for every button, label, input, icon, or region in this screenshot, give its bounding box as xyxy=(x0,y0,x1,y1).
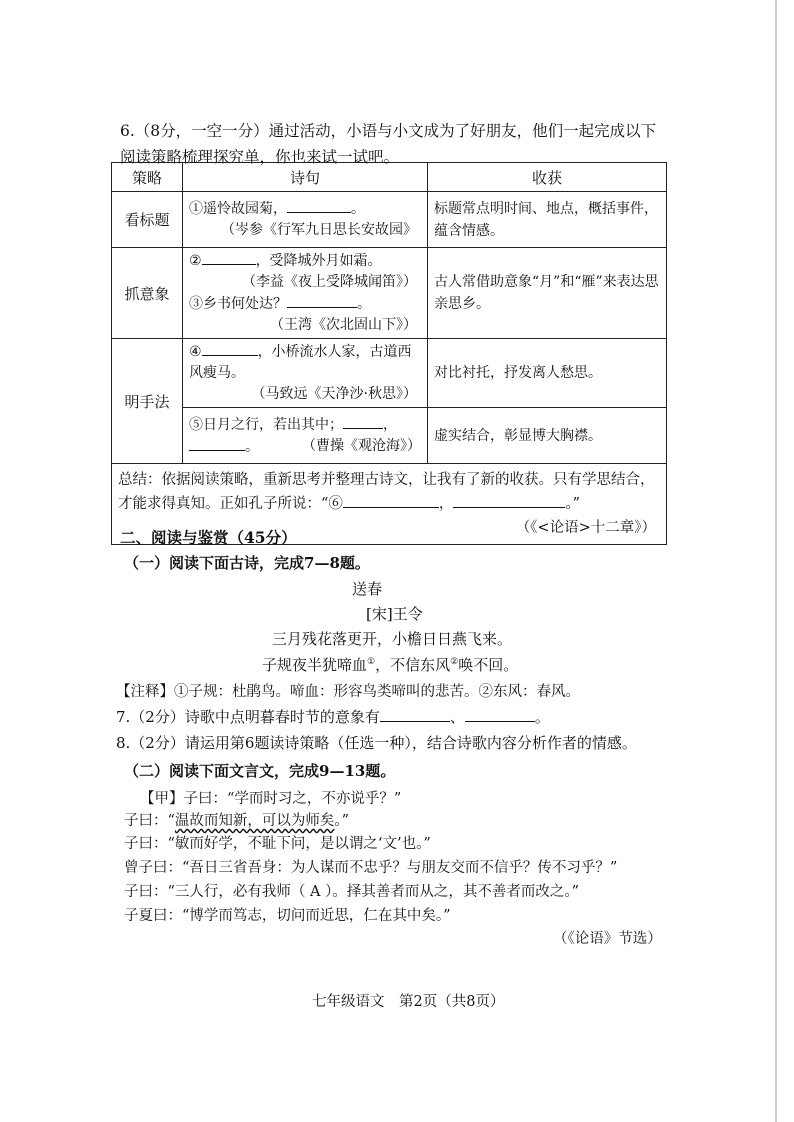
classical-source: （《论语》节选） xyxy=(553,931,662,947)
table-row xyxy=(112,192,667,248)
poem-source: （岑参《行军九日思长安故园》 xyxy=(221,222,417,238)
poem-line: ⑤日月之行，若出其中； xyxy=(189,416,343,433)
poem-source: （曹操《观沧海》） xyxy=(302,437,421,454)
section-2-title: 二、阅读与鉴赏（45分） xyxy=(120,528,297,547)
poem-line: ② xyxy=(189,253,202,269)
poem-author: [宋]王令 xyxy=(366,605,423,623)
question-7-text: 7.（2分）诗歌中点明暮春时节的意象有 xyxy=(116,708,380,726)
page-footer: 七年级语文 第2页（共8页） xyxy=(312,994,505,1010)
answer-blank[interactable] xyxy=(343,493,439,508)
harvest-cell: 古人常借助意象“月”和“雁”来表达思亲思乡。 xyxy=(428,248,667,339)
table-row xyxy=(112,339,667,408)
table-header-row xyxy=(112,163,667,192)
poem-line-end: 。 xyxy=(351,201,365,217)
poem-line: ④ xyxy=(189,344,202,360)
strategy-cell: 抓意象 xyxy=(112,248,183,339)
answer-blank[interactable] xyxy=(343,414,383,429)
poem-title: 送春 xyxy=(352,580,383,598)
poem-comma: ， xyxy=(383,416,397,433)
poem-line-end: ，受降城外月如霜。 xyxy=(255,253,382,269)
poem-cell xyxy=(183,339,428,408)
answer-blank[interactable] xyxy=(287,198,351,213)
classical-line-3: 子曰：“敏而好学，不耻下问，是以谓之‘文’也。” xyxy=(124,836,431,852)
poem-source: （王湾《次北固山下》） xyxy=(270,317,417,333)
poem-line-2c: 唤不回。 xyxy=(458,656,519,674)
question-7 xyxy=(116,706,550,727)
table-row xyxy=(112,248,667,339)
poem-line-2a: 子规夜半犹啼血 xyxy=(262,656,368,674)
page-edge-line xyxy=(775,0,777,1122)
strategy-cell: 明手法 xyxy=(112,339,183,464)
poem-line: ③乡书何处达？ xyxy=(189,296,287,312)
classical-line-4: 曾子曰：“吾日三省吾身：为人谋而不忠乎？与朋友交而不信乎？传不习乎？” xyxy=(124,860,618,876)
poem-cell xyxy=(183,192,428,248)
answer-blank[interactable] xyxy=(453,493,565,508)
poem-source: （李益《夜上受降城闻笛》） xyxy=(242,274,417,290)
answer-blank[interactable] xyxy=(465,707,535,722)
harvest-cell: 标题常点明时间、地点，概括事件，蕴含情感。 xyxy=(428,192,667,248)
answer-blank[interactable] xyxy=(287,293,357,308)
classical-line-5: 子曰：“三人行，必有我师（ A ）。择其善者而从之，其不善者而改之。” xyxy=(124,884,580,900)
answer-blank[interactable] xyxy=(380,707,450,722)
classical-line-6: 子夏曰：“博学而笃志，切问而近思，仁在其中矣。” xyxy=(124,908,451,924)
classical-line-2-pre: 子曰：“ xyxy=(124,813,175,829)
summary-end: 。” xyxy=(565,496,581,512)
header-harvest: 收获 xyxy=(428,163,667,192)
footnote-mark: ② xyxy=(450,657,459,667)
question-7-sep: 、 xyxy=(449,708,465,726)
footnote-mark: ① xyxy=(367,657,376,667)
poem-source: （马致远《天净沙·秋思》） xyxy=(251,386,417,402)
poem-line: ①遥怜故园菊， xyxy=(189,201,287,217)
poem-cell xyxy=(183,248,428,339)
header-poem: 诗句 xyxy=(183,163,428,192)
classical-line-2-post: 。” xyxy=(334,813,350,829)
classical-line-2 xyxy=(124,809,349,830)
poem-line-end: 。 xyxy=(357,296,371,312)
poem-cell xyxy=(183,408,428,464)
summary-comma: ， xyxy=(438,496,454,512)
classical-line-1: 【甲】子曰：“学而时习之，不亦说乎？” xyxy=(140,791,402,807)
answer-blank[interactable] xyxy=(202,341,258,356)
question-7-end: 。 xyxy=(534,708,550,726)
summary-source: （《<论语>十二章》） xyxy=(515,520,656,536)
poem-line-end: ，小桥流水人家，古道西风瘦马。 xyxy=(189,344,412,381)
answer-blank[interactable] xyxy=(189,436,245,451)
header-strategy: 策略 xyxy=(112,163,183,192)
poem-line-2b: ，不信东风 xyxy=(375,656,451,674)
subsection-1-title: （一）阅读下面古诗，完成7—8题。 xyxy=(124,554,370,572)
harvest-cell: 对比衬托，抒发离人愁思。 xyxy=(428,339,667,408)
subsection-2-title: （二）阅读下面文言文，完成9—13题。 xyxy=(124,762,396,780)
wavy-underlined-text: 温故而知新，可以为师矣 xyxy=(174,813,335,829)
reading-strategy-table xyxy=(111,162,667,545)
summary-text: 总结：依据阅读策略，重新思考并整理古诗文，让我有了新的收获。只有学思结合，才能求得真知。正如孔子所说：“⑥ xyxy=(118,472,655,512)
answer-blank[interactable] xyxy=(202,250,256,265)
table-row xyxy=(112,408,667,464)
strategy-cell: 看标题 xyxy=(112,192,183,248)
poem-line-1: 三月残花落更开，小檐日日燕飞来。 xyxy=(272,630,513,648)
question-8: 8.（2分）请运用第6题读诗策略（任选一种），结合诗歌内容分析作者的情感。 xyxy=(116,734,637,752)
poem-line-end: 。 xyxy=(245,438,259,455)
poem-line-2 xyxy=(262,654,518,675)
poem-annotation: 【注释】①子规：杜鹃鸟。啼血：形容鸟类啼叫的悲苦。②东风：春风。 xyxy=(116,684,580,700)
harvest-cell: 虚实结合，彰显博大胸襟。 xyxy=(428,408,667,464)
question-6-intro: 6.（8分，一空一分）通过活动，小语与小文成为了好朋友，他们一起完成以下阅读策略梳理探究单，你也来试一试吧。 xyxy=(120,122,657,166)
